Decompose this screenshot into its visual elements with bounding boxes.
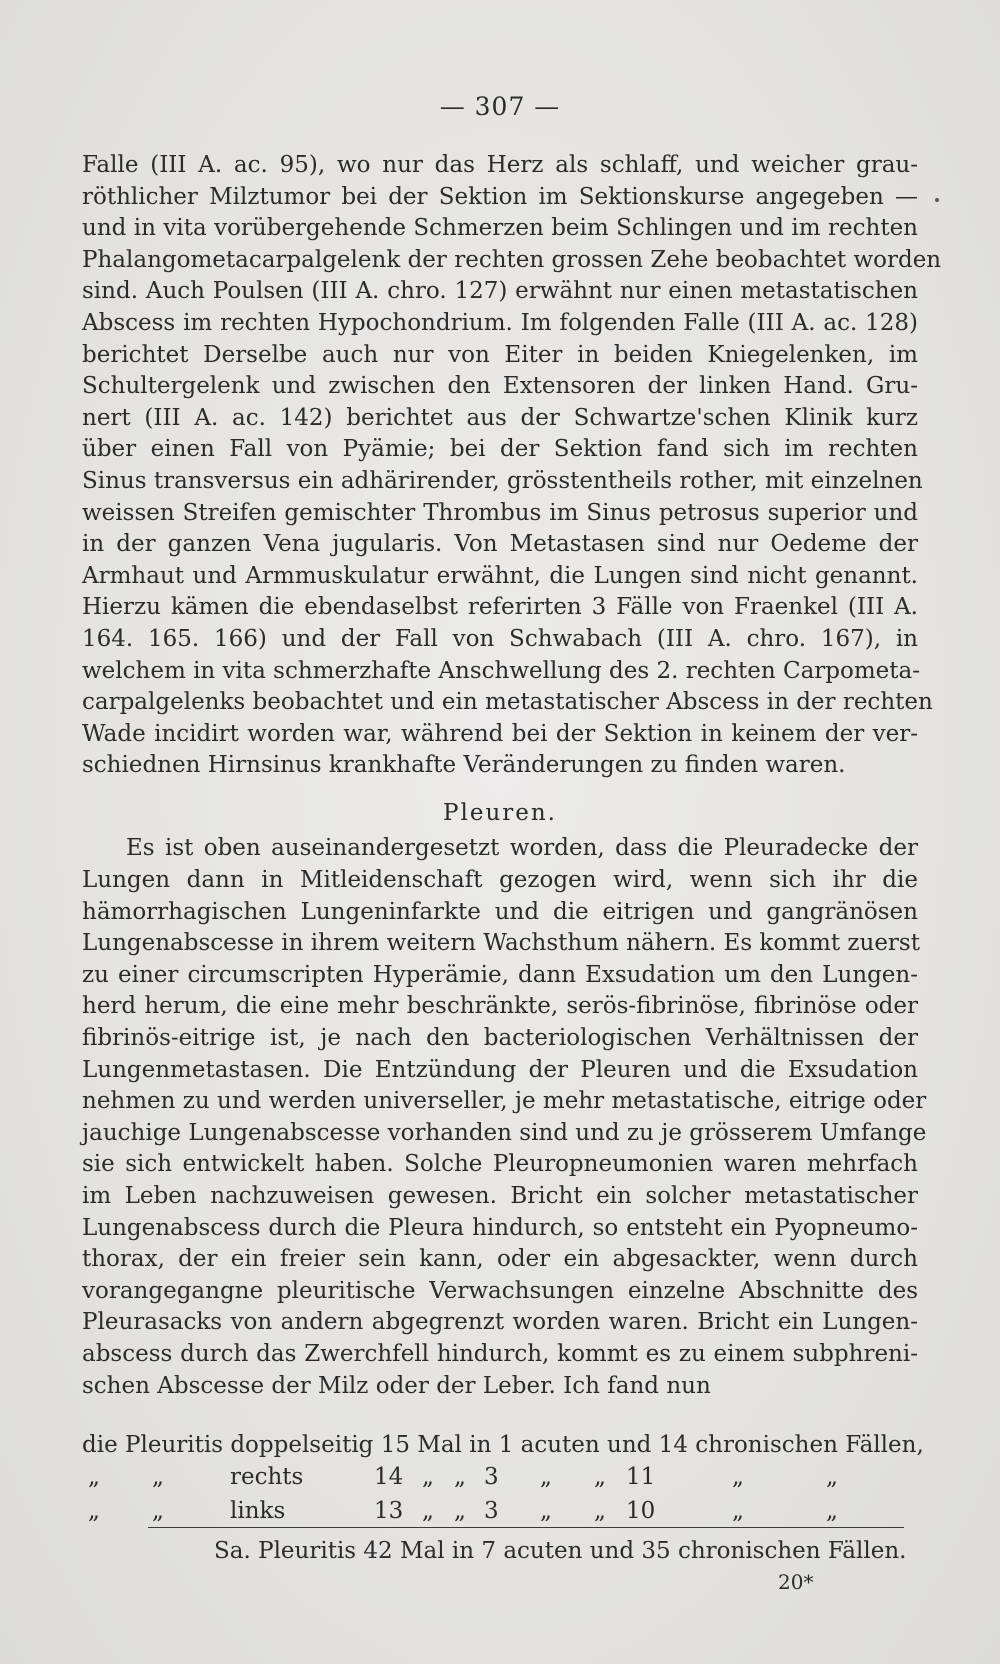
text-line: Lungen dann in Mitleidenschaft gezogen wird, wenn sich ihr die: [82, 867, 918, 894]
ditto-mark: „: [594, 1464, 606, 1490]
text-line: sie sich entwickelt haben. Solche Pleuropneumonien waren mehrfach: [82, 1151, 918, 1178]
count-cell: 14: [374, 1464, 404, 1490]
ditto-mark: „: [732, 1464, 744, 1490]
ditto-mark: „: [88, 1498, 100, 1524]
text-line: vorangegangne pleuritische Verwachsungen einzelne Abschnitte des: [82, 1277, 918, 1304]
text-line: in der ganzen Vena jugularis. Von Metastasen sind nur Oedeme der: [82, 531, 918, 558]
text-line: Falle (III A. ac. 95), wo nur das Herz als schlaff, und weicher grau-: [82, 152, 918, 178]
ditto-mark: „: [88, 1464, 100, 1490]
side-label: links: [230, 1498, 286, 1524]
page-number: — 307 —: [439, 92, 561, 121]
ditto-mark: „: [152, 1498, 164, 1524]
text-line: hämorrhagischen Lungeninfarkte und die eitrigen und gangränösen: [82, 898, 918, 925]
side-label: rechts: [230, 1464, 304, 1490]
chronic-count: 10: [626, 1498, 656, 1524]
body-text: [82, 150, 942, 1402]
text-line: Sinus transversus ein adhärirender, grösstentheils rother, mit einzelnen: [82, 467, 923, 494]
text-line: schen Abscesse der Milz oder der Leber. Ich fand nun: [82, 1372, 711, 1399]
ditto-mark: „: [732, 1498, 744, 1524]
text-line: nert (III A. ac. 142) berichtet aus der Schwartze'schen Klinik kurz: [82, 404, 918, 431]
ditto-mark: „: [422, 1498, 434, 1524]
text-line: Wade incidirt worden war, während bei der Sektion in keinem der ver-: [82, 720, 918, 747]
text-line: berichtet Derselbe auch nur von Eiter in beiden Kniegelenken, im: [82, 341, 918, 368]
text-line: herd herum, die eine mehr beschränkte, serös-fibrinöse, fibrinöse oder: [82, 993, 918, 1020]
acute-count: 3: [484, 1498, 499, 1524]
text-line: Es ist oben auseinandergesetzt worden, dass die Pleuradecke der: [126, 835, 918, 862]
text-line: Schultergelenk und zwischen den Extensoren der linken Hand. Gru-: [82, 373, 918, 400]
text-line: nehmen zu und werden universeller, je mehr metastatische, eitrige oder: [82, 1088, 927, 1115]
table-row-text: die Pleuritis doppelseitig 15 Mal in 1 acuten und 14 chronischen Fällen,: [82, 1432, 924, 1458]
text-line: über einen Fall von Pyämie; bei der Sektion fand sich im rechten: [82, 436, 918, 463]
ditto-mark: „: [826, 1498, 838, 1524]
ditto-mark: „: [540, 1464, 552, 1490]
sum-text: Sa. Pleuritis 42 Mal in 7 acuten und 35 chronischen Fällen.: [214, 1538, 907, 1564]
ditto-mark: „: [826, 1464, 838, 1490]
text-line: Abscess im rechten Hypochondrium. Im folgenden Falle (III A. ac. 128): [82, 309, 918, 336]
text-line: carpalgelenks beobachtet und ein metastatischer Abscess in der rechten: [82, 689, 933, 716]
text-line: schiednen Hirnsinus krankhafte Veränderungen zu finden waren.: [82, 752, 846, 779]
text-line: Pleurasacks von andern abgegrenzt worden waren. Bricht ein Lungen-: [82, 1309, 918, 1336]
text-line: fibrinös-eitrige ist, je nach den bacteriologischen Verhältnissen der: [82, 1025, 918, 1052]
chronic-count: 11: [626, 1464, 656, 1490]
text-line: Hierzu kämen die ebendaselbst referirten 3 Fälle von Fraenkel (III A.: [82, 594, 918, 621]
text-line: röthlicher Milztumor bei der Sektion im Sektionskurse angegeben —: [82, 183, 918, 210]
text-line: abscess durch das Zwerchfell hindurch, kommt es zu einem subphreni-: [82, 1340, 918, 1367]
text-line: thorax, der ein freier sein kann, oder ein abgesackter, wenn durch: [82, 1246, 918, 1273]
ditto-mark: „: [454, 1498, 466, 1524]
text-line: im Leben nachzuweisen gewesen. Bricht ein solcher metastatischer: [82, 1183, 918, 1209]
sum-rule: [148, 1527, 904, 1528]
signature-mark: 20*: [778, 1570, 814, 1594]
text-line: jauchige Lungenabscesse vorhanden sind und zu je grösserem Umfange: [82, 1119, 927, 1146]
count-cell: 13: [374, 1498, 404, 1524]
text-line: 164. 165. 166) und der Fall von Schwabach (III A. chro. 167), in: [82, 625, 918, 652]
text-line: Phalangometacarpalgelenk der rechten grossen Zehe beobachtet worden: [82, 246, 942, 273]
text-line: Lungenmetastasen. Die Entzündung der Pleuren und die Exsudation: [82, 1056, 918, 1083]
ditto-mark: „: [454, 1464, 466, 1490]
text-line: sind. Auch Poulsen (III A. chro. 127) erwähnt nur einen metastatischen: [82, 278, 918, 305]
text-line: Armhaut und Armmuskulatur erwähnt, die Lungen sind nicht genannt.: [82, 562, 918, 589]
text-line: welchem in vita schmerzhafte Anschwellung des 2. rechten Carpometa-: [82, 657, 921, 684]
margin-mark: [935, 198, 939, 202]
section-heading: Pleuren.: [443, 799, 557, 826]
ditto-mark: „: [422, 1464, 434, 1490]
text-line: und in vita vorübergehende Schmerzen beim Schlingen und im rechten: [82, 215, 918, 242]
acute-count: 3: [484, 1464, 499, 1490]
text-line: zu einer circumscripten Hyperämie, dann Exsudation um den Lungen-: [82, 961, 918, 988]
text-line: Lungenabscesse in ihrem weitern Wachsthum nähern. Es kommt zuerst: [82, 930, 920, 957]
ditto-mark: „: [152, 1464, 164, 1490]
text-line: Lungenabscess durch die Pleura hindurch, so entsteht ein Pyopneumo-: [82, 1214, 918, 1241]
table-row-bilateral: [82, 1430, 924, 1462]
ditto-mark: „: [594, 1498, 606, 1524]
ditto-mark: „: [540, 1498, 552, 1524]
text-line: weissen Streifen gemischter Thrombus im Sinus petrosus superior und: [82, 499, 918, 526]
